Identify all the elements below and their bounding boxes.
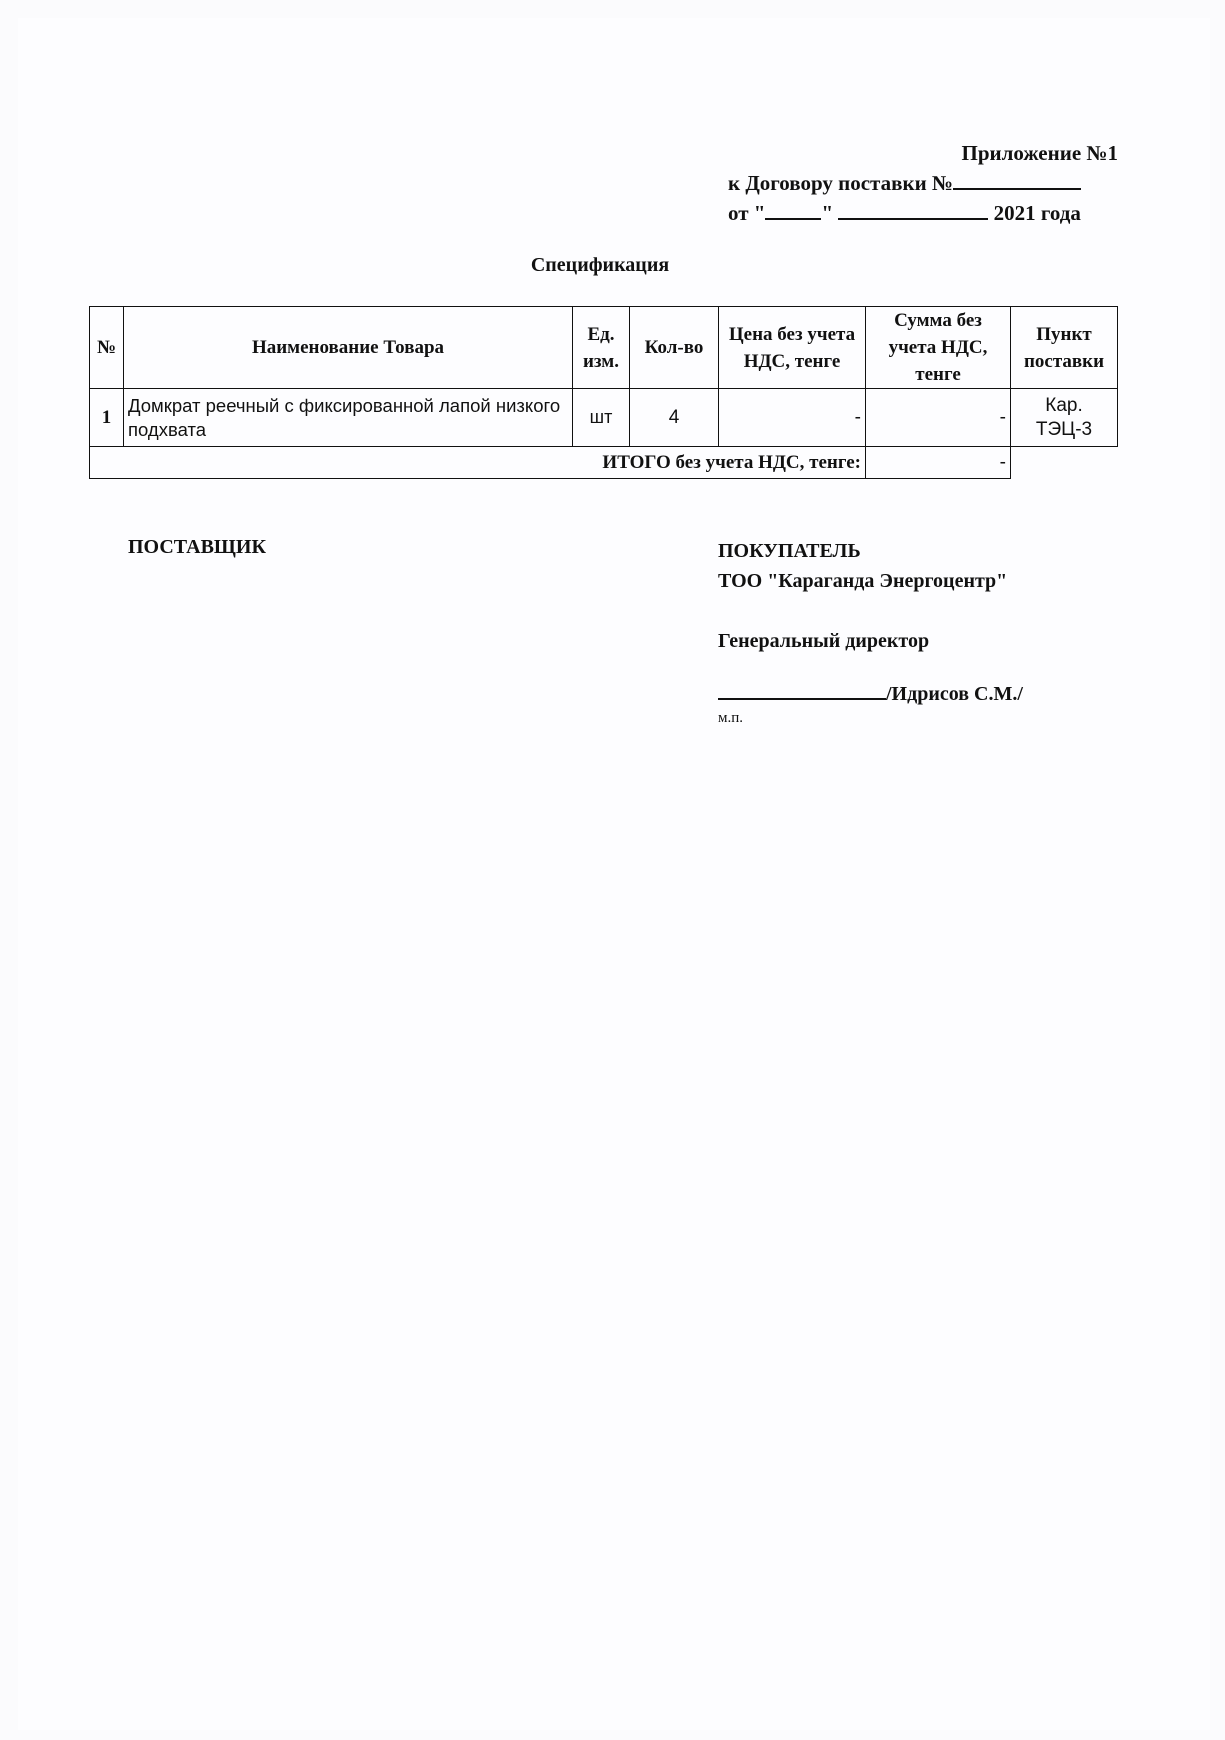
- date-prefix: от ": [728, 201, 766, 225]
- buyer-position: Генеральный директор: [718, 630, 930, 652]
- table-row: [90, 389, 1118, 447]
- date-mid: ": [821, 201, 834, 225]
- total-value: -: [866, 447, 1011, 479]
- cell-sum: -: [866, 389, 1011, 447]
- date-year: 2021 года: [993, 201, 1081, 225]
- buyer-label: ПОКУПАТЕЛЬ: [718, 540, 861, 562]
- date-month-blank: [838, 198, 988, 220]
- total-row: [90, 447, 1118, 479]
- appendix-header: [728, 138, 1118, 228]
- contract-prefix: к Договору поставки №: [728, 171, 954, 195]
- buyer-block: [718, 536, 1007, 656]
- total-label: ИТОГО без учета НДС, тенге:: [90, 447, 866, 479]
- spec-title: Спецификация: [530, 254, 670, 276]
- header-unit: Ед. изм.: [573, 307, 630, 389]
- cell-num: 1: [90, 389, 124, 447]
- contract-number-blank: [953, 168, 1081, 190]
- cell-unit: шт: [573, 389, 630, 447]
- header-point: Пункт поставки: [1011, 307, 1118, 389]
- cell-name: Домкрат реечный с фиксированной лапой низкого подхвата: [124, 389, 573, 447]
- header-price: Цена без учета НДС, тенге: [719, 307, 866, 389]
- stamp-place: м.п.: [718, 710, 744, 726]
- contract-date-line: [728, 198, 1118, 228]
- specification-table: [89, 306, 1118, 479]
- cell-qty: 4: [630, 389, 719, 447]
- signature-name: /Идрисов С.М./: [886, 683, 1023, 705]
- supplier-label: ПОСТАВЩИК: [128, 536, 266, 558]
- table-header-row: [90, 307, 1118, 389]
- header-qty: Кол-во: [630, 307, 719, 389]
- signature-blank: [718, 678, 886, 700]
- appendix-title: Приложение №1: [961, 141, 1118, 165]
- total-empty-cell: [1011, 447, 1118, 479]
- header-num: №: [90, 307, 124, 389]
- cell-point: Кар. ТЭЦ-3: [1011, 389, 1118, 447]
- signature-line: [718, 678, 1023, 706]
- header-name: Наименование Товара: [124, 307, 573, 389]
- header-sum: Сумма без учета НДС, тенге: [866, 307, 1011, 389]
- contract-number-line: [728, 168, 1118, 198]
- cell-price: -: [719, 389, 866, 447]
- buyer-company: ТОО "Караганда Энергоцентр": [718, 570, 1008, 592]
- date-day-blank: [765, 198, 821, 220]
